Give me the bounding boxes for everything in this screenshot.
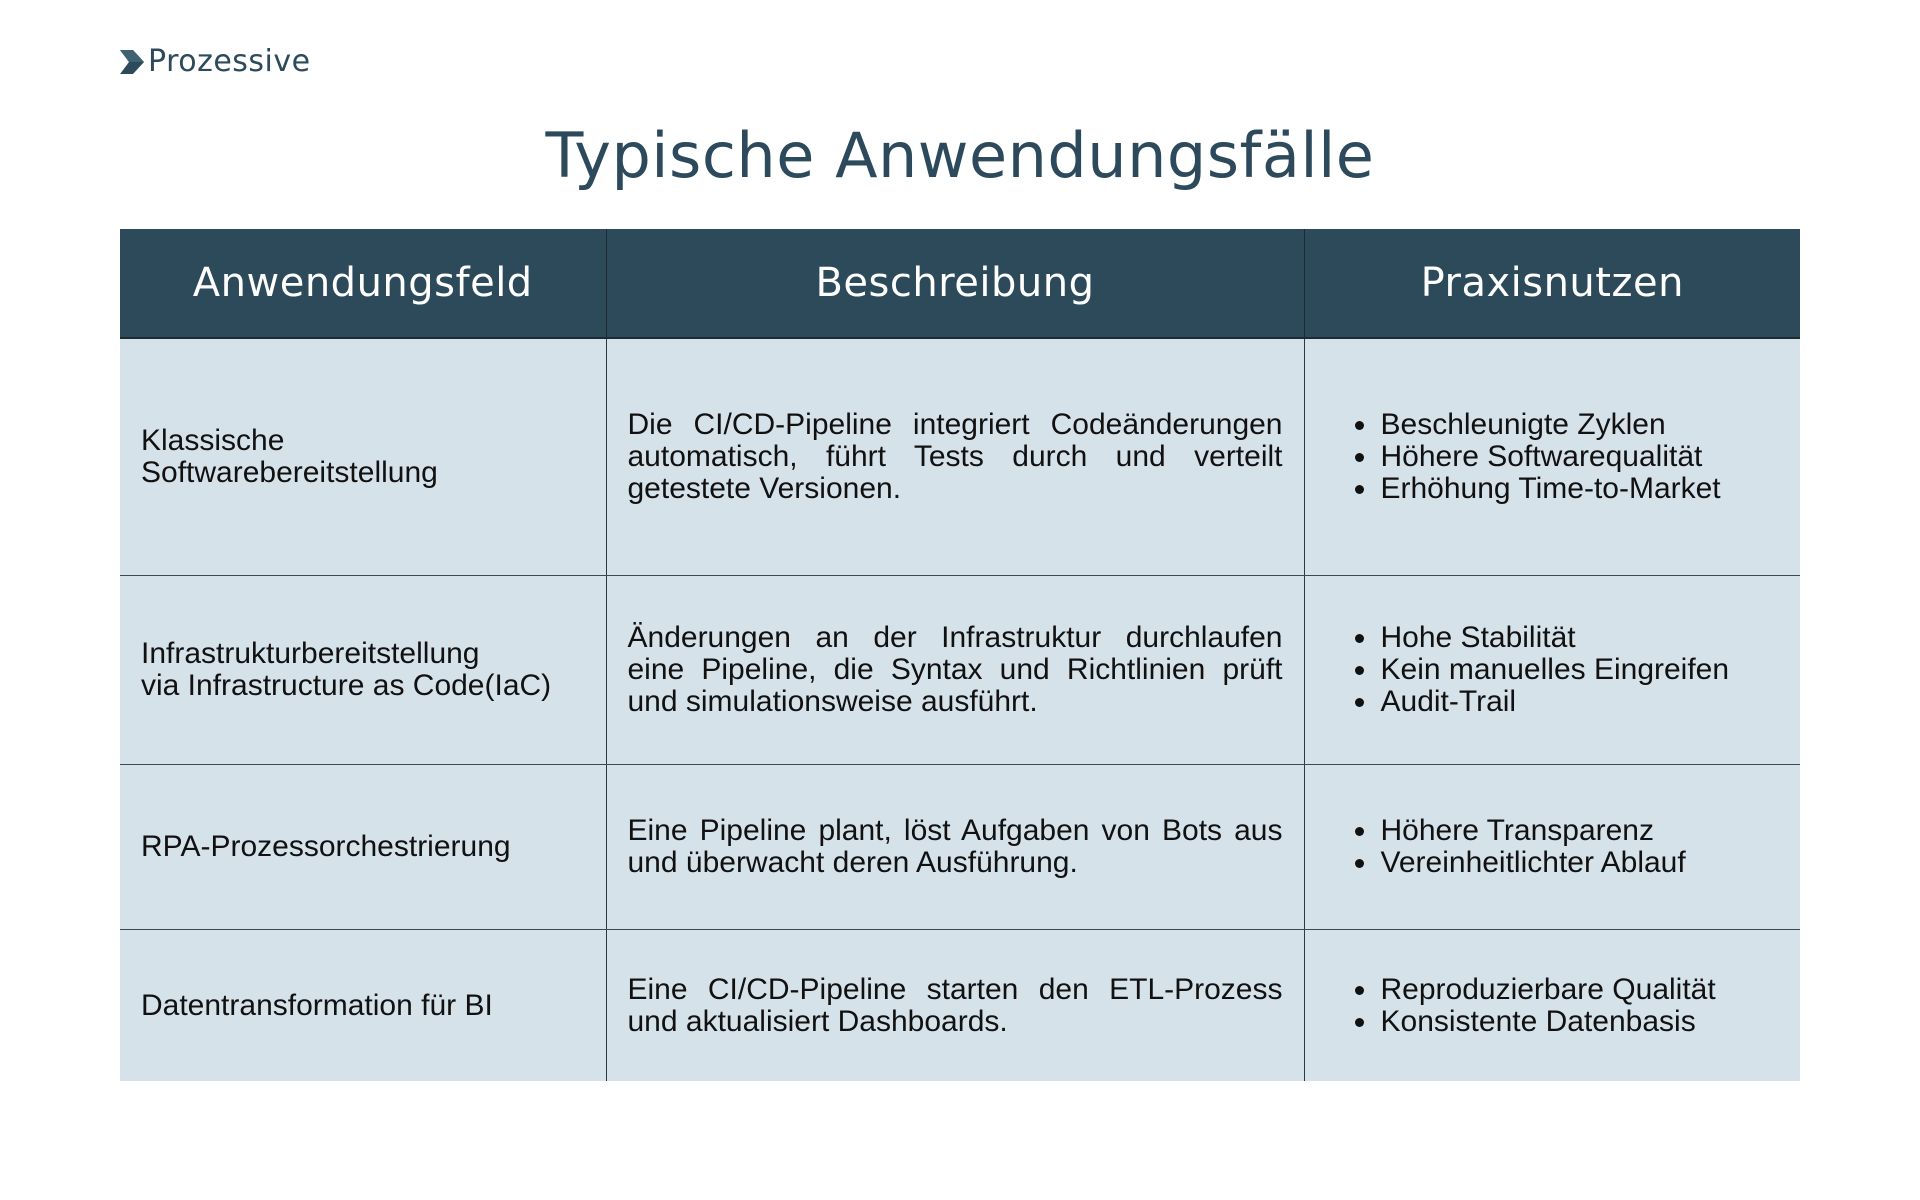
bullet-icon [1355,859,1364,868]
benefit-item [1355,815,1780,847]
benefit-text: Reproduzierbare Qualität [1380,972,1716,1006]
benefit-text: Höhere Transparenz [1380,814,1654,847]
benefit-item [1355,441,1780,473]
benefits-cell [1304,338,1800,576]
bullet-icon [1355,1018,1364,1027]
benefit-text: Audit-Trail [1380,685,1517,718]
description-cell: Eine Pipeline plant, löst Aufgaben von Bots aus und überwacht deren Ausführung. [606,765,1304,930]
column-header-anwendungsfeld: Anwendungsfeld [120,229,606,338]
field-cell [120,576,606,765]
benefit-item [1355,847,1780,879]
benefit-item [1355,409,1780,441]
field-text: Infrastrukturbereitstellung [141,637,480,670]
field-text: Datentransformation für BI [141,988,493,1022]
benefits-list [1326,974,1780,1038]
bullet-icon [1355,634,1364,643]
brand-name: Prozessive [148,44,311,79]
field-text: Klassische [141,424,285,457]
bullet-icon [1355,453,1364,462]
benefit-item [1355,1006,1780,1038]
header-row [120,229,1800,338]
page-title: Typische Anwendungsfälle [545,119,1375,192]
field-text: RPA-Prozessorchestrierung [141,830,511,863]
benefits-list [1326,409,1780,505]
benefit-text: Erhöhung Time-to-Market [1380,472,1721,505]
table-header [120,229,1800,338]
field-text: Softwarebereitstellung [141,456,438,489]
description-cell: Die CI/CD-Pipeline integriert Codeänderungen automatisch, führt Tests durch und verteilt getestete Versionen. [606,338,1304,576]
bullet-icon [1355,666,1364,675]
benefit-item [1355,686,1780,718]
chevron-right-logo-icon [120,50,146,74]
bullet-icon [1355,421,1364,430]
benefits-list [1326,815,1780,879]
benefits-cell [1304,576,1800,765]
benefit-text: Höhere Softwarequalität [1380,440,1703,473]
benefits-cell [1304,930,1800,1082]
bullet-icon [1355,986,1364,995]
use-cases-table [120,229,1800,1081]
table-row [120,765,1800,930]
table-row [120,338,1800,576]
benefit-text: Kein manuelles Eingreifen [1380,653,1730,686]
table-body [120,338,1800,1081]
field-text: via Infrastructure as Code(IaC) [141,669,552,702]
benefit-text: Konsistente Datenbasis [1380,1004,1696,1038]
description-cell: Eine CI/CD-Pipeline starten den ETL-Prozess und aktualisiert Dashboards. [606,930,1304,1082]
table-row [120,576,1800,765]
bullet-icon [1355,485,1364,494]
table-row [120,930,1800,1082]
column-header-praxisnutzen: Praxisnutzen [1304,229,1800,338]
field-cell [120,765,606,930]
field-cell [120,930,606,1082]
field-cell [120,338,606,576]
benefit-text: Beschleunigte Zyklen [1380,408,1666,441]
benefits-cell [1304,765,1800,930]
benefit-text: Vereinheitlichter Ablauf [1380,846,1686,879]
bullet-icon [1355,827,1364,836]
bullet-icon [1355,698,1364,707]
column-header-beschreibung: Beschreibung [606,229,1304,338]
benefit-item [1355,622,1780,654]
brand-logo [120,44,311,80]
benefit-item [1355,473,1780,505]
benefit-text: Hohe Stabilität [1380,621,1576,654]
benefits-list [1326,622,1780,718]
description-cell: Änderungen an der Infrastruktur durchlaufen eine Pipeline, die Syntax und Richtlinien prüft und simulationsweise ausführt. [606,576,1304,765]
benefit-item [1355,974,1780,1006]
benefit-item [1355,654,1780,686]
